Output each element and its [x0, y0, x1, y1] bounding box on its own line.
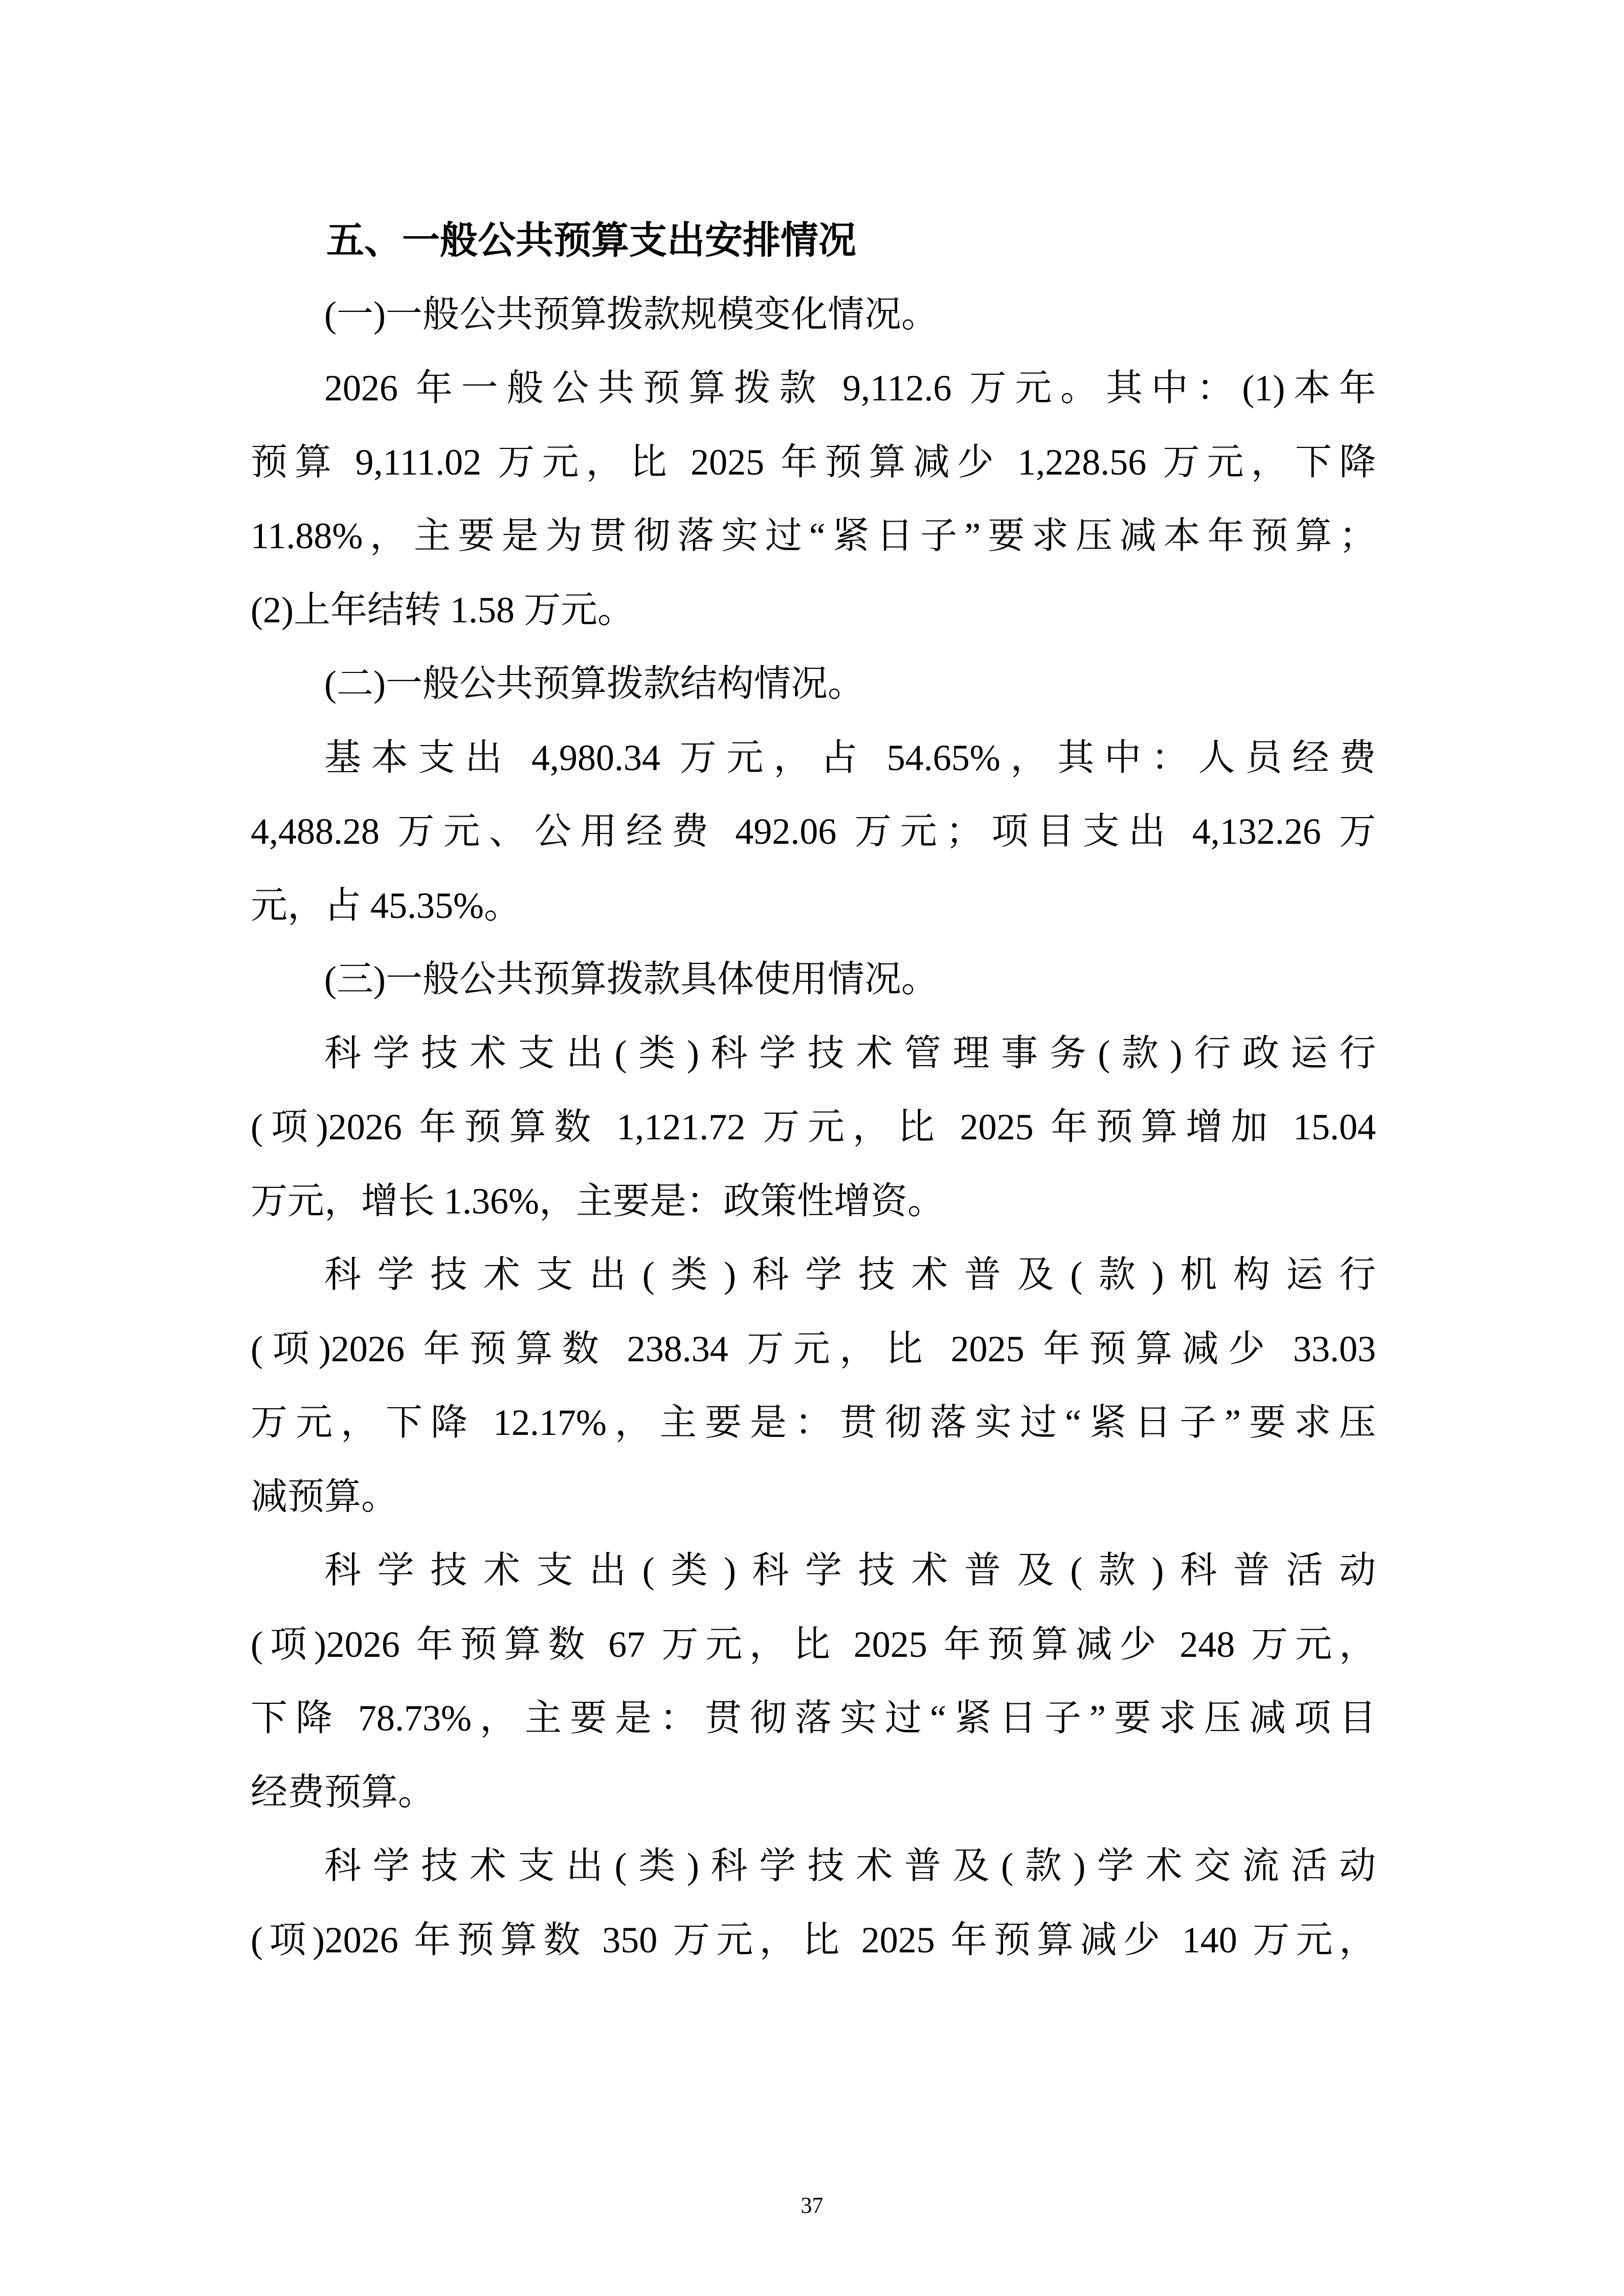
text-line: (项)2026 年预算数 1,121.72 万元，比 2025 年预算增加 15.04: [251, 1107, 1376, 1147]
text-line: 减预算。: [251, 1476, 398, 1517]
text-line: (项)2026 年预算数 350 万元，比 2025 年预算减少 140 万元，: [251, 1919, 1376, 1961]
text-line: 11.88%，主要是为贯彻落实过“紧日子”要求压减本年预算；: [251, 515, 1376, 556]
text-line: 科学技术支出(类)科学技术管理事务(款)行政运行: [324, 1032, 1376, 1074]
text-line: 元，占 45.35%。: [251, 885, 521, 926]
document-body: [251, 204, 1376, 1977]
section-heading: 五、一般公共预算支出安排情况: [326, 219, 856, 261]
text-line: (2)上年结转 1.58 万元。: [251, 589, 634, 631]
text-line: 科学技术支出(类)科学技术普及(款)机构运行: [324, 1254, 1376, 1295]
subsection-heading: (一)一般公共预算拨款规模变化情况。: [324, 294, 938, 335]
text-line: 基本支出 4,980.34 万元，占 54.65%，其中：人员经费: [324, 737, 1376, 778]
text-line: 4,488.28 万元、公用经费 492.06 万元；项目支出 4,132.26 万: [251, 811, 1376, 852]
text-line: 万元，增长 1.36%，主要是：政策性增资。: [251, 1180, 944, 1222]
subsection-heading: (二)一般公共预算拨款结构情况。: [324, 663, 864, 704]
text-line: 科学技术支出(类)科学技术普及(款)学术交流活动: [324, 1845, 1376, 1886]
text-line: 科学技术支出(类)科学技术普及(款)科普活动: [324, 1550, 1376, 1591]
text-line: 预算 9,111.02 万元，比 2025 年预算减少 1,228.56 万元，下降: [251, 441, 1376, 483]
text-line: 万元，下降 12.17%，主要是：贯彻落实过“紧日子”要求压: [251, 1402, 1376, 1443]
text-line: 2026 年一般公共预算拨款 9,112.6 万元。其中：(1)本年: [324, 368, 1376, 409]
page-number: 37: [800, 2193, 824, 2218]
text-line: 经费预算。: [251, 1771, 435, 1813]
text-line: 下降 78.73%，主要是：贯彻落实过“紧日子”要求压减项目: [251, 1698, 1376, 1739]
subsection-heading: (三)一般公共预算拨款具体使用情况。: [324, 959, 938, 1000]
text-line: (项)2026 年预算数 67 万元，比 2025 年预算减少 248 万元，: [251, 1624, 1376, 1665]
text-line: (项)2026 年预算数 238.34 万元，比 2025 年预算减少 33.03: [251, 1328, 1376, 1369]
